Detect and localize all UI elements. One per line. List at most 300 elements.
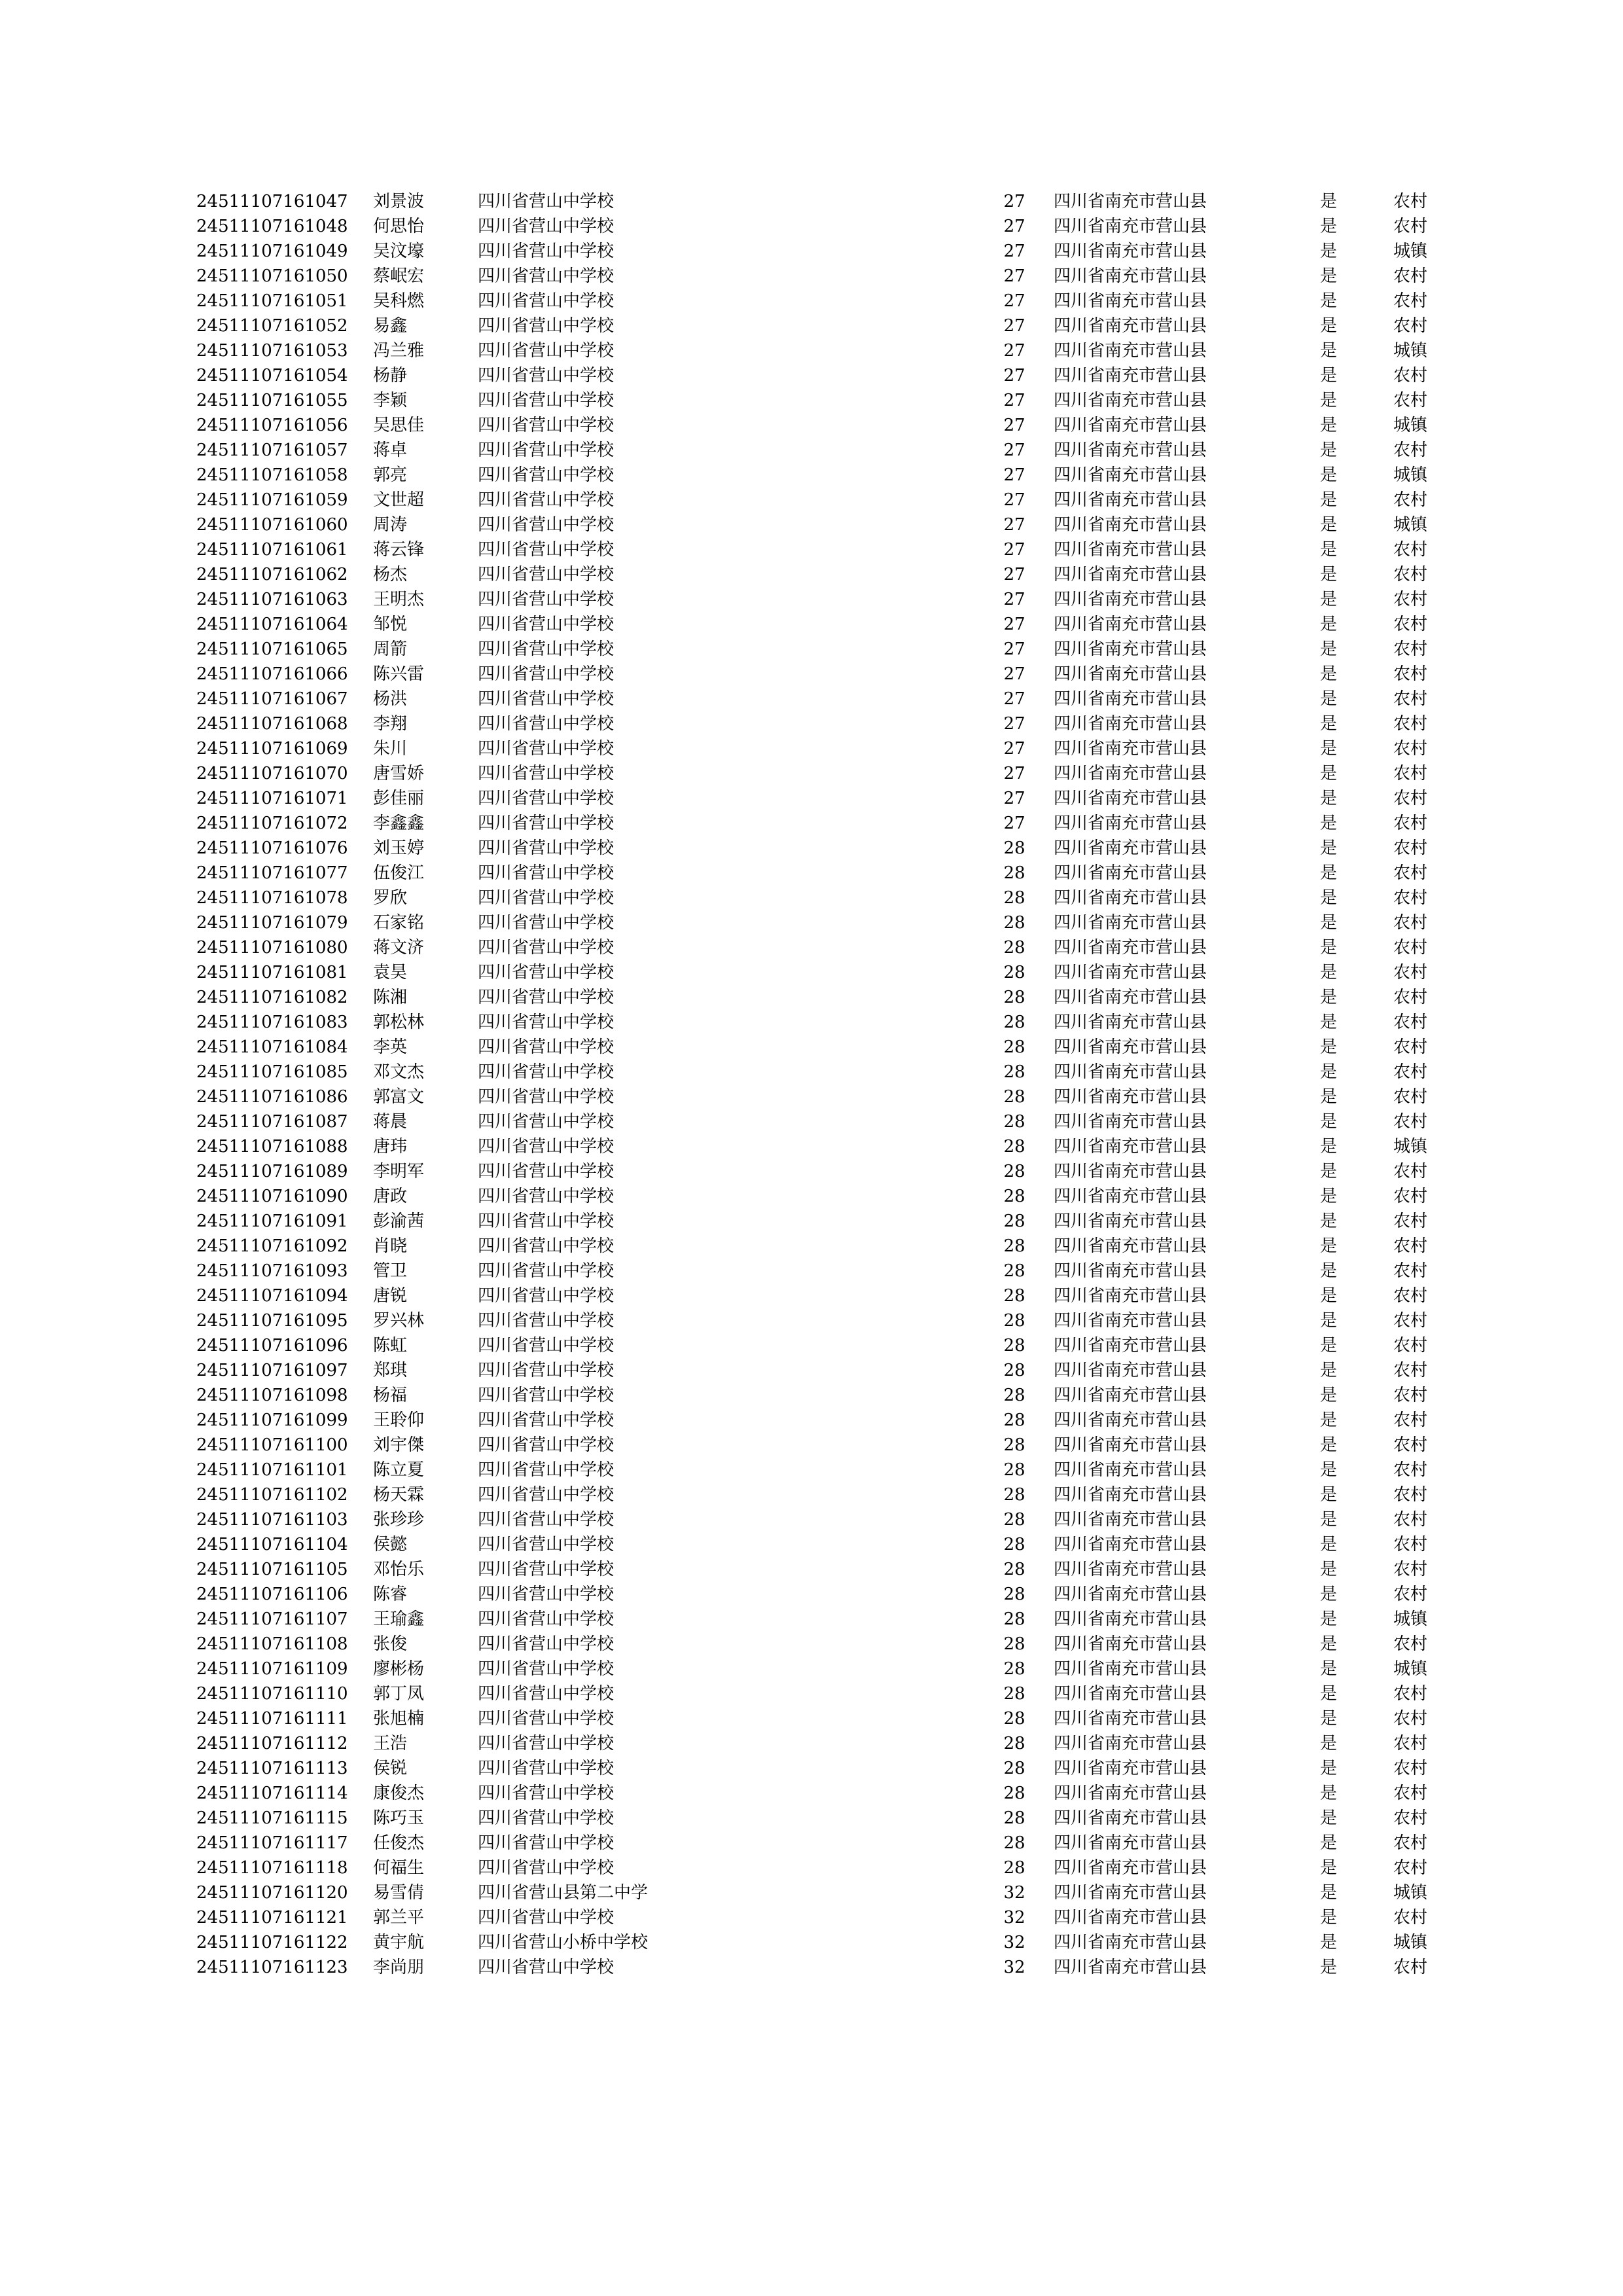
residence-type: 农村	[1393, 1037, 1427, 1057]
candidate-name: 陈虹	[373, 1336, 408, 1355]
class-code: 28	[1003, 1286, 1026, 1306]
table-row	[196, 1064, 1453, 1088]
candidate-id: 24511107161085	[196, 1062, 348, 1082]
class-code: 28	[1003, 913, 1026, 933]
table-row	[196, 392, 1453, 417]
school-name: 四川省营山中学校	[478, 1162, 615, 1181]
candidate-name: 蔡岷宏	[373, 266, 425, 286]
school-name: 四川省营山中学校	[478, 341, 615, 361]
table-row	[196, 1884, 1453, 1909]
class-code: 27	[1003, 515, 1026, 535]
school-name: 四川省营山中学校	[478, 1784, 615, 1803]
candidate-id: 24511107161066	[196, 664, 348, 684]
school-name: 四川省营山中学校	[478, 242, 615, 261]
qualified-flag: 是	[1319, 391, 1337, 410]
region-name: 四川省南充市营山县	[1054, 316, 1207, 336]
school-name: 四川省营山中学校	[478, 1361, 615, 1380]
candidate-name: 黄宇航	[373, 1933, 425, 1952]
table-row	[196, 492, 1453, 516]
candidate-id: 24511107161065	[196, 639, 348, 659]
candidate-name: 刘玉婷	[373, 838, 425, 858]
candidate-id: 24511107161121	[196, 1908, 348, 1928]
candidate-id: 24511107161084	[196, 1037, 348, 1057]
qualified-flag: 是	[1319, 1609, 1337, 1629]
table-row	[196, 939, 1453, 964]
class-code: 28	[1003, 1336, 1026, 1355]
region-name: 四川省南充市营山县	[1054, 1435, 1207, 1455]
class-code: 28	[1003, 1311, 1026, 1331]
residence-type: 城镇	[1393, 341, 1427, 361]
qualified-flag: 是	[1319, 888, 1337, 908]
residence-type: 农村	[1393, 838, 1427, 858]
qualified-flag: 是	[1319, 963, 1337, 982]
school-name: 四川省营山中学校	[478, 1759, 615, 1778]
region-name: 四川省南充市营山县	[1054, 1535, 1207, 1554]
table-row	[196, 1810, 1453, 1835]
candidate-name: 冯兰雅	[373, 341, 425, 361]
region-name: 四川省南充市营山县	[1054, 1759, 1207, 1778]
table-row	[196, 1586, 1453, 1611]
candidate-id: 24511107161115	[196, 1808, 348, 1828]
school-name: 四川省营山中学校	[478, 366, 615, 386]
school-name: 四川省营山中学校	[478, 1684, 615, 1704]
class-code: 28	[1003, 1734, 1026, 1753]
region-name: 四川省南充市营山县	[1054, 192, 1207, 211]
region-name: 四川省南充市营山县	[1054, 1883, 1207, 1903]
class-code: 27	[1003, 789, 1026, 808]
residence-type: 农村	[1393, 1236, 1427, 1256]
class-code: 28	[1003, 1386, 1026, 1405]
candidate-id: 24511107161061	[196, 540, 348, 560]
class-code: 27	[1003, 714, 1026, 734]
table-row	[196, 666, 1453, 691]
table-row	[196, 989, 1453, 1014]
class-code: 28	[1003, 1435, 1026, 1455]
class-code: 28	[1003, 1510, 1026, 1530]
class-code: 28	[1003, 1634, 1026, 1654]
table-row	[196, 367, 1453, 392]
class-code: 28	[1003, 1485, 1026, 1505]
residence-type: 城镇	[1393, 1609, 1427, 1629]
class-code: 28	[1003, 1112, 1026, 1132]
region-name: 四川省南充市营山县	[1054, 1361, 1207, 1380]
residence-type: 农村	[1393, 540, 1427, 560]
class-code: 28	[1003, 1187, 1026, 1206]
school-name: 四川省营山中学校	[478, 988, 615, 1007]
candidate-name: 唐雪娇	[373, 764, 425, 783]
residence-type: 农村	[1393, 814, 1427, 833]
table-row	[196, 417, 1453, 442]
region-name: 四川省南充市营山县	[1054, 515, 1207, 535]
school-name: 四川省营山中学校	[478, 440, 615, 460]
table-row	[196, 1287, 1453, 1312]
candidate-name: 李翔	[373, 714, 408, 734]
school-name: 四川省营山中学校	[478, 266, 615, 286]
table-row	[196, 1934, 1453, 1959]
table-row	[196, 1785, 1453, 1810]
region-name: 四川省南充市营山县	[1054, 1833, 1207, 1853]
residence-type: 城镇	[1393, 1659, 1427, 1679]
school-name: 四川省营山中学校	[478, 863, 615, 883]
class-code: 27	[1003, 316, 1026, 336]
candidate-name: 蒋云锋	[373, 540, 425, 560]
school-name: 四川省营山中学校	[478, 565, 615, 584]
school-name: 四川省营山中学校	[478, 938, 615, 958]
candidate-id: 24511107161082	[196, 988, 348, 1007]
school-name: 四川省营山中学校	[478, 590, 615, 609]
qualified-flag: 是	[1319, 1112, 1337, 1132]
school-name: 四川省营山中学校	[478, 1858, 615, 1878]
qualified-flag: 是	[1319, 341, 1337, 361]
class-code: 28	[1003, 1535, 1026, 1554]
qualified-flag: 是	[1319, 1585, 1337, 1604]
region-name: 四川省南充市营山县	[1054, 217, 1207, 236]
school-name: 四川省营山中学校	[478, 291, 615, 311]
region-name: 四川省南充市营山县	[1054, 1684, 1207, 1704]
candidate-name: 邓怡乐	[373, 1560, 425, 1579]
class-code: 27	[1003, 639, 1026, 659]
region-name: 四川省南充市营山县	[1054, 1286, 1207, 1306]
candidate-id: 24511107161063	[196, 590, 348, 609]
candidate-name: 任俊杰	[373, 1833, 425, 1853]
candidate-id: 24511107161048	[196, 217, 348, 236]
candidate-name: 文世超	[373, 490, 425, 510]
qualified-flag: 是	[1319, 1211, 1337, 1231]
candidate-id: 24511107161097	[196, 1361, 348, 1380]
class-code: 27	[1003, 291, 1026, 311]
region-name: 四川省南充市营山县	[1054, 1013, 1207, 1032]
qualified-flag: 是	[1319, 1933, 1337, 1952]
region-name: 四川省南充市营山县	[1054, 1808, 1207, 1828]
candidate-name: 李鑫鑫	[373, 814, 425, 833]
region-name: 四川省南充市营山县	[1054, 814, 1207, 833]
region-name: 四川省南充市营山县	[1054, 1510, 1207, 1530]
residence-type: 农村	[1393, 1460, 1427, 1480]
school-name: 四川省营山中学校	[478, 217, 615, 236]
table-row	[196, 342, 1453, 367]
candidate-name: 邓文杰	[373, 1062, 425, 1082]
table-row	[196, 1959, 1453, 1984]
qualified-flag: 是	[1319, 1286, 1337, 1306]
table-row	[196, 691, 1453, 715]
table-row	[196, 865, 1453, 889]
candidate-name: 彭佳丽	[373, 789, 425, 808]
region-name: 四川省南充市营山县	[1054, 341, 1207, 361]
region-name: 四川省南充市营山县	[1054, 1087, 1207, 1107]
candidate-name: 罗欣	[373, 888, 408, 908]
school-name: 四川省营山中学校	[478, 1311, 615, 1331]
table-row	[196, 790, 1453, 815]
candidate-name: 杨静	[373, 366, 408, 386]
region-name: 四川省南充市营山县	[1054, 590, 1207, 609]
candidate-name: 肖晓	[373, 1236, 408, 1256]
school-name: 四川省营山中学校	[478, 1286, 615, 1306]
table-row	[196, 1014, 1453, 1039]
region-name: 四川省南充市营山县	[1054, 1908, 1207, 1928]
candidate-id: 24511107161051	[196, 291, 348, 311]
qualified-flag: 是	[1319, 1410, 1337, 1430]
region-name: 四川省南充市营山县	[1054, 242, 1207, 261]
school-name: 四川省营山中学校	[478, 689, 615, 709]
candidate-name: 杨福	[373, 1386, 408, 1405]
region-name: 四川省南充市营山县	[1054, 1336, 1207, 1355]
roster-table-body	[196, 193, 1453, 1984]
class-code: 27	[1003, 540, 1026, 560]
residence-type: 农村	[1393, 689, 1427, 709]
class-code: 27	[1003, 391, 1026, 410]
class-code: 27	[1003, 615, 1026, 634]
class-code: 28	[1003, 863, 1026, 883]
candidate-name: 罗兴林	[373, 1311, 425, 1331]
table-row	[196, 566, 1453, 591]
candidate-name: 郑琪	[373, 1361, 408, 1380]
region-name: 四川省南充市营山县	[1054, 988, 1207, 1007]
qualified-flag: 是	[1319, 1087, 1337, 1107]
candidate-id: 24511107161067	[196, 689, 348, 709]
candidate-name: 吴科燃	[373, 291, 425, 311]
class-code: 27	[1003, 242, 1026, 261]
qualified-flag: 是	[1319, 1808, 1337, 1828]
class-code: 28	[1003, 1460, 1026, 1480]
table-row	[196, 1412, 1453, 1437]
region-name: 四川省南充市营山县	[1054, 540, 1207, 560]
table-row	[196, 641, 1453, 666]
candidate-name: 石家铭	[373, 913, 425, 933]
qualified-flag: 是	[1319, 416, 1337, 435]
candidate-name: 李尚朋	[373, 1958, 425, 1977]
class-code: 28	[1003, 1062, 1026, 1082]
candidate-id: 24511107161089	[196, 1162, 348, 1181]
class-code: 27	[1003, 565, 1026, 584]
residence-type: 农村	[1393, 714, 1427, 734]
candidate-name: 袁昊	[373, 963, 408, 982]
candidate-id: 24511107161123	[196, 1958, 348, 1977]
residence-type: 农村	[1393, 1435, 1427, 1455]
residence-type: 农村	[1393, 664, 1427, 684]
candidate-name: 王浩	[373, 1734, 408, 1753]
qualified-flag: 是	[1319, 1311, 1337, 1331]
school-name: 四川省营山中学校	[478, 515, 615, 535]
class-code: 28	[1003, 1609, 1026, 1629]
candidate-id: 24511107161049	[196, 242, 348, 261]
candidate-name: 伍俊江	[373, 863, 425, 883]
region-name: 四川省南充市营山县	[1054, 1037, 1207, 1057]
table-row	[196, 1437, 1453, 1462]
class-code: 27	[1003, 341, 1026, 361]
candidate-id: 24511107161071	[196, 789, 348, 808]
candidate-id: 24511107161057	[196, 440, 348, 460]
residence-type: 农村	[1393, 1361, 1427, 1380]
candidate-name: 侯懿	[373, 1535, 408, 1554]
candidate-name: 吴思佳	[373, 416, 425, 435]
qualified-flag: 是	[1319, 266, 1337, 286]
qualified-flag: 是	[1319, 1634, 1337, 1654]
class-code: 32	[1003, 1933, 1026, 1952]
qualified-flag: 是	[1319, 1560, 1337, 1579]
school-name: 四川省营山中学校	[478, 1808, 615, 1828]
candidate-name: 唐锐	[373, 1286, 408, 1306]
candidate-id: 24511107161104	[196, 1535, 348, 1554]
candidate-id: 24511107161106	[196, 1585, 348, 1604]
region-name: 四川省南充市营山县	[1054, 1858, 1207, 1878]
qualified-flag: 是	[1319, 838, 1337, 858]
qualified-flag: 是	[1319, 366, 1337, 386]
school-name: 四川省营山小桥中学校	[478, 1933, 649, 1952]
qualified-flag: 是	[1319, 1435, 1337, 1455]
residence-type: 农村	[1393, 963, 1427, 982]
region-name: 四川省南充市营山县	[1054, 1162, 1207, 1181]
qualified-flag: 是	[1319, 1013, 1337, 1032]
class-code: 28	[1003, 1858, 1026, 1878]
candidate-id: 24511107161055	[196, 391, 348, 410]
residence-type: 农村	[1393, 888, 1427, 908]
qualified-flag: 是	[1319, 1510, 1337, 1530]
candidate-name: 侯锐	[373, 1759, 408, 1778]
qualified-flag: 是	[1319, 1833, 1337, 1853]
qualified-flag: 是	[1319, 938, 1337, 958]
candidate-name: 刘宇傑	[373, 1435, 425, 1455]
class-code: 28	[1003, 1162, 1026, 1181]
residence-type: 农村	[1393, 391, 1427, 410]
residence-type: 农村	[1393, 913, 1427, 933]
qualified-flag: 是	[1319, 465, 1337, 485]
candidate-name: 蒋卓	[373, 440, 408, 460]
region-name: 四川省南充市营山县	[1054, 1634, 1207, 1654]
table-row	[196, 1611, 1453, 1636]
class-code: 27	[1003, 664, 1026, 684]
residence-type: 农村	[1393, 615, 1427, 634]
region-name: 四川省南充市营山县	[1054, 938, 1207, 958]
school-name: 四川省营山中学校	[478, 1087, 615, 1107]
residence-type: 农村	[1393, 938, 1427, 958]
table-row	[196, 964, 1453, 989]
region-name: 四川省南充市营山县	[1054, 291, 1207, 311]
table-row	[196, 293, 1453, 317]
qualified-flag: 是	[1319, 1261, 1337, 1281]
region-name: 四川省南充市营山县	[1054, 1261, 1207, 1281]
table-row	[196, 1735, 1453, 1760]
candidate-id: 24511107161086	[196, 1087, 348, 1107]
candidate-id: 24511107161098	[196, 1386, 348, 1405]
candidate-name: 张旭楠	[373, 1709, 425, 1729]
qualified-flag: 是	[1319, 1037, 1337, 1057]
residence-type: 农村	[1393, 1187, 1427, 1206]
residence-type: 农村	[1393, 1286, 1427, 1306]
school-name: 四川省营山中学校	[478, 615, 615, 634]
table-row	[196, 1263, 1453, 1287]
region-name: 四川省南充市营山县	[1054, 440, 1207, 460]
table-row	[196, 740, 1453, 765]
candidate-name: 易雪倩	[373, 1883, 425, 1903]
candidate-id: 24511107161080	[196, 938, 348, 958]
candidate-id: 24511107161083	[196, 1013, 348, 1032]
candidate-id: 24511107161087	[196, 1112, 348, 1132]
residence-type: 农村	[1393, 1709, 1427, 1729]
candidate-name: 郭松林	[373, 1013, 425, 1032]
school-name: 四川省营山中学校	[478, 739, 615, 759]
region-name: 四川省南充市营山县	[1054, 863, 1207, 883]
region-name: 四川省南充市营山县	[1054, 639, 1207, 659]
candidate-name: 彭渝茜	[373, 1211, 425, 1231]
region-name: 四川省南充市营山县	[1054, 838, 1207, 858]
class-code: 27	[1003, 490, 1026, 510]
class-code: 28	[1003, 1684, 1026, 1704]
qualified-flag: 是	[1319, 242, 1337, 261]
residence-type: 农村	[1393, 1585, 1427, 1604]
residence-type: 农村	[1393, 988, 1427, 1007]
table-row	[196, 1337, 1453, 1362]
candidate-name: 王明杰	[373, 590, 425, 609]
qualified-flag: 是	[1319, 1187, 1337, 1206]
school-name: 四川省营山中学校	[478, 416, 615, 435]
residence-type: 城镇	[1393, 242, 1427, 261]
qualified-flag: 是	[1319, 764, 1337, 783]
candidate-id: 24511107161064	[196, 615, 348, 634]
table-row	[196, 1188, 1453, 1213]
school-name: 四川省营山中学校	[478, 1211, 615, 1231]
region-name: 四川省南充市营山县	[1054, 664, 1207, 684]
region-name: 四川省南充市营山县	[1054, 465, 1207, 485]
candidate-id: 24511107161122	[196, 1933, 348, 1952]
candidate-name: 李英	[373, 1037, 408, 1057]
candidate-name: 李颖	[373, 391, 408, 410]
school-name: 四川省营山中学校	[478, 639, 615, 659]
class-code: 28	[1003, 1659, 1026, 1679]
class-code: 28	[1003, 1833, 1026, 1853]
school-name: 四川省营山中学校	[478, 1261, 615, 1281]
qualified-flag: 是	[1319, 590, 1337, 609]
candidate-name: 唐玮	[373, 1137, 408, 1157]
region-name: 四川省南充市营山县	[1054, 1659, 1207, 1679]
region-name: 四川省南充市营山县	[1054, 1485, 1207, 1505]
region-name: 四川省南充市营山县	[1054, 1709, 1207, 1729]
residence-type: 农村	[1393, 1510, 1427, 1530]
school-name: 四川省营山中学校	[478, 1336, 615, 1355]
table-row	[196, 467, 1453, 492]
residence-type: 农村	[1393, 1386, 1427, 1405]
school-name: 四川省营山中学校	[478, 1659, 615, 1679]
candidate-name: 陈巧玉	[373, 1808, 425, 1828]
candidate-id: 24511107161060	[196, 515, 348, 535]
region-name: 四川省南充市营山县	[1054, 714, 1207, 734]
residence-type: 城镇	[1393, 1137, 1427, 1157]
school-name: 四川省营山中学校	[478, 1410, 615, 1430]
school-name: 四川省营山中学校	[478, 1535, 615, 1554]
residence-type: 城镇	[1393, 1883, 1427, 1903]
candidate-id: 24511107161076	[196, 838, 348, 858]
class-code: 28	[1003, 1137, 1026, 1157]
candidate-name: 郭兰平	[373, 1908, 425, 1928]
table-row	[196, 1462, 1453, 1486]
candidate-id: 24511107161101	[196, 1460, 348, 1480]
candidate-id: 24511107161053	[196, 341, 348, 361]
residence-type: 农村	[1393, 1410, 1427, 1430]
candidate-id: 24511107161108	[196, 1634, 348, 1654]
candidate-id: 24511107161052	[196, 316, 348, 336]
table-row	[196, 1163, 1453, 1188]
candidate-id: 24511107161056	[196, 416, 348, 435]
school-name: 四川省营山中学校	[478, 391, 615, 410]
qualified-flag: 是	[1319, 814, 1337, 833]
candidate-name: 刘景波	[373, 192, 425, 211]
candidate-name: 陈湘	[373, 988, 408, 1007]
candidate-name: 郭亮	[373, 465, 408, 485]
class-code: 32	[1003, 1908, 1026, 1928]
residence-type: 农村	[1393, 1112, 1427, 1132]
residence-type: 农村	[1393, 1336, 1427, 1355]
class-code: 28	[1003, 1211, 1026, 1231]
school-name: 四川省营山中学校	[478, 814, 615, 833]
